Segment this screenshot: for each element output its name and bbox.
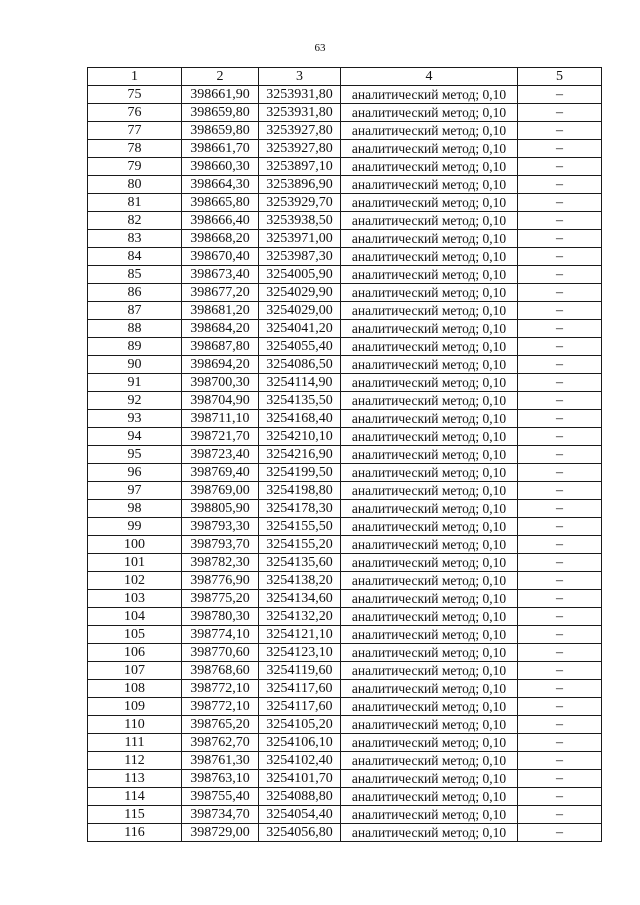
x-coordinate-cell: 398659,80: [182, 122, 259, 140]
point-number-cell: 114: [88, 788, 182, 806]
table-row: [88, 464, 602, 482]
page-number: 63: [314, 42, 326, 54]
table-row: [88, 752, 602, 770]
y-coordinate-cell: 3254121,10: [259, 626, 341, 644]
y-coordinate-cell: 3253931,80: [259, 86, 341, 104]
y-coordinate-cell: 3254114,90: [259, 374, 341, 392]
x-coordinate-cell: 398793,30: [182, 518, 259, 536]
y-coordinate-cell: 3254216,90: [259, 446, 341, 464]
method-accuracy-cell: аналитический метод; 0,10: [341, 374, 518, 392]
y-coordinate-cell: 3254005,90: [259, 266, 341, 284]
table-row: [88, 374, 602, 392]
note-cell: –: [518, 626, 602, 644]
point-number-cell: 78: [88, 140, 182, 158]
y-coordinate-cell: 3254029,90: [259, 284, 341, 302]
note-cell: –: [518, 824, 602, 842]
point-number-cell: 87: [88, 302, 182, 320]
x-coordinate-cell: 398762,70: [182, 734, 259, 752]
method-accuracy-cell: аналитический метод; 0,10: [341, 356, 518, 374]
method-accuracy-cell: аналитический метод; 0,10: [341, 590, 518, 608]
point-number-cell: 111: [88, 734, 182, 752]
column-header-1: 1: [88, 68, 182, 86]
note-cell: –: [518, 518, 602, 536]
point-number-cell: 106: [88, 644, 182, 662]
note-cell: –: [518, 284, 602, 302]
method-accuracy-cell: аналитический метод; 0,10: [341, 752, 518, 770]
point-number-cell: 104: [88, 608, 182, 626]
point-number-cell: 100: [88, 536, 182, 554]
x-coordinate-cell: 398776,90: [182, 572, 259, 590]
table-row: [88, 248, 602, 266]
note-cell: –: [518, 590, 602, 608]
x-coordinate-cell: 398700,30: [182, 374, 259, 392]
y-coordinate-cell: 3254155,20: [259, 536, 341, 554]
method-accuracy-cell: аналитический метод; 0,10: [341, 212, 518, 230]
table-row: [88, 140, 602, 158]
note-cell: –: [518, 320, 602, 338]
point-number-cell: 103: [88, 590, 182, 608]
method-accuracy-cell: аналитический метод; 0,10: [341, 788, 518, 806]
x-coordinate-cell: 398769,40: [182, 464, 259, 482]
table-row: [88, 428, 602, 446]
y-coordinate-cell: 3254198,80: [259, 482, 341, 500]
point-number-cell: 84: [88, 248, 182, 266]
point-number-cell: 109: [88, 698, 182, 716]
point-number-cell: 77: [88, 122, 182, 140]
method-accuracy-cell: аналитический метод; 0,10: [341, 230, 518, 248]
point-number-cell: 85: [88, 266, 182, 284]
note-cell: –: [518, 158, 602, 176]
table-row: [88, 626, 602, 644]
note-cell: –: [518, 752, 602, 770]
y-coordinate-cell: 3254029,00: [259, 302, 341, 320]
table-row: [88, 122, 602, 140]
x-coordinate-cell: 398761,30: [182, 752, 259, 770]
y-coordinate-cell: 3254102,40: [259, 752, 341, 770]
table-row: [88, 680, 602, 698]
point-number-cell: 81: [88, 194, 182, 212]
method-accuracy-cell: аналитический метод; 0,10: [341, 428, 518, 446]
method-accuracy-cell: аналитический метод; 0,10: [341, 410, 518, 428]
point-number-cell: 80: [88, 176, 182, 194]
x-coordinate-cell: 398772,10: [182, 698, 259, 716]
y-coordinate-cell: 3254210,10: [259, 428, 341, 446]
table-row: [88, 824, 602, 842]
point-number-cell: 102: [88, 572, 182, 590]
note-cell: –: [518, 428, 602, 446]
table-row: [88, 518, 602, 536]
x-coordinate-cell: 398660,30: [182, 158, 259, 176]
table-row: [88, 536, 602, 554]
note-cell: –: [518, 806, 602, 824]
note-cell: –: [518, 608, 602, 626]
table-row: [88, 482, 602, 500]
y-coordinate-cell: 3254105,20: [259, 716, 341, 734]
point-number-cell: 95: [88, 446, 182, 464]
point-number-cell: 105: [88, 626, 182, 644]
note-cell: –: [518, 554, 602, 572]
y-coordinate-cell: 3254041,20: [259, 320, 341, 338]
table-body: [88, 68, 602, 842]
method-accuracy-cell: аналитический метод; 0,10: [341, 194, 518, 212]
table-row: [88, 212, 602, 230]
table-row: [88, 284, 602, 302]
x-coordinate-cell: 398681,20: [182, 302, 259, 320]
y-coordinate-cell: 3254135,50: [259, 392, 341, 410]
method-accuracy-cell: аналитический метод; 0,10: [341, 734, 518, 752]
note-cell: –: [518, 482, 602, 500]
point-number-cell: 110: [88, 716, 182, 734]
y-coordinate-cell: 3254106,10: [259, 734, 341, 752]
note-cell: –: [518, 230, 602, 248]
y-coordinate-cell: 3254134,60: [259, 590, 341, 608]
method-accuracy-cell: аналитический метод; 0,10: [341, 500, 518, 518]
point-number-cell: 113: [88, 770, 182, 788]
note-cell: –: [518, 500, 602, 518]
y-coordinate-cell: 3253929,70: [259, 194, 341, 212]
y-coordinate-cell: 3254132,20: [259, 608, 341, 626]
method-accuracy-cell: аналитический метод; 0,10: [341, 284, 518, 302]
x-coordinate-cell: 398668,20: [182, 230, 259, 248]
note-cell: –: [518, 446, 602, 464]
y-coordinate-cell: 3253987,30: [259, 248, 341, 266]
x-coordinate-cell: 398723,40: [182, 446, 259, 464]
table-row: [88, 356, 602, 374]
note-cell: –: [518, 176, 602, 194]
table-row: [88, 176, 602, 194]
point-number-cell: 91: [88, 374, 182, 392]
y-coordinate-cell: 3254054,40: [259, 806, 341, 824]
y-coordinate-cell: 3253938,50: [259, 212, 341, 230]
method-accuracy-cell: аналитический метод; 0,10: [341, 770, 518, 788]
table-row: [88, 590, 602, 608]
note-cell: –: [518, 410, 602, 428]
note-cell: –: [518, 122, 602, 140]
method-accuracy-cell: аналитический метод; 0,10: [341, 158, 518, 176]
point-number-cell: 98: [88, 500, 182, 518]
x-coordinate-cell: 398721,70: [182, 428, 259, 446]
note-cell: –: [518, 212, 602, 230]
y-coordinate-cell: 3254119,60: [259, 662, 341, 680]
table-row: [88, 410, 602, 428]
table-row: [88, 644, 602, 662]
x-coordinate-cell: 398782,30: [182, 554, 259, 572]
note-cell: –: [518, 536, 602, 554]
point-number-cell: 93: [88, 410, 182, 428]
point-number-cell: 108: [88, 680, 182, 698]
point-number-cell: 82: [88, 212, 182, 230]
y-coordinate-cell: 3254117,60: [259, 698, 341, 716]
method-accuracy-cell: аналитический метод; 0,10: [341, 716, 518, 734]
method-accuracy-cell: аналитический метод; 0,10: [341, 680, 518, 698]
x-coordinate-cell: 398677,20: [182, 284, 259, 302]
method-accuracy-cell: аналитический метод; 0,10: [341, 464, 518, 482]
table-row: [88, 734, 602, 752]
point-number-cell: 101: [88, 554, 182, 572]
point-number-cell: 90: [88, 356, 182, 374]
method-accuracy-cell: аналитический метод; 0,10: [341, 446, 518, 464]
table-row: [88, 698, 602, 716]
table-row: [88, 230, 602, 248]
method-accuracy-cell: аналитический метод; 0,10: [341, 608, 518, 626]
method-accuracy-cell: аналитический метод; 0,10: [341, 320, 518, 338]
point-number-cell: 88: [88, 320, 182, 338]
method-accuracy-cell: аналитический метод; 0,10: [341, 644, 518, 662]
table-row: [88, 572, 602, 590]
column-header-5: 5: [518, 68, 602, 86]
y-coordinate-cell: 3254055,40: [259, 338, 341, 356]
point-number-cell: 89: [88, 338, 182, 356]
x-coordinate-cell: 398711,10: [182, 410, 259, 428]
x-coordinate-cell: 398729,00: [182, 824, 259, 842]
method-accuracy-cell: аналитический метод; 0,10: [341, 698, 518, 716]
note-cell: –: [518, 266, 602, 284]
x-coordinate-cell: 398780,30: [182, 608, 259, 626]
point-number-cell: 94: [88, 428, 182, 446]
y-coordinate-cell: 3254199,50: [259, 464, 341, 482]
note-cell: –: [518, 698, 602, 716]
note-cell: –: [518, 572, 602, 590]
x-coordinate-cell: 398665,80: [182, 194, 259, 212]
note-cell: –: [518, 104, 602, 122]
note-cell: –: [518, 716, 602, 734]
x-coordinate-cell: 398793,70: [182, 536, 259, 554]
x-coordinate-cell: 398774,10: [182, 626, 259, 644]
point-number-cell: 116: [88, 824, 182, 842]
point-number-cell: 99: [88, 518, 182, 536]
x-coordinate-cell: 398673,40: [182, 266, 259, 284]
table-row: [88, 446, 602, 464]
table-row: [88, 788, 602, 806]
x-coordinate-cell: 398775,20: [182, 590, 259, 608]
method-accuracy-cell: аналитический метод; 0,10: [341, 392, 518, 410]
note-cell: –: [518, 302, 602, 320]
x-coordinate-cell: 398661,90: [182, 86, 259, 104]
method-accuracy-cell: аналитический метод; 0,10: [341, 176, 518, 194]
y-coordinate-cell: 3253927,80: [259, 140, 341, 158]
x-coordinate-cell: 398664,30: [182, 176, 259, 194]
point-number-cell: 115: [88, 806, 182, 824]
y-coordinate-cell: 3254135,60: [259, 554, 341, 572]
table-row: [88, 608, 602, 626]
note-cell: –: [518, 338, 602, 356]
y-coordinate-cell: 3253896,90: [259, 176, 341, 194]
note-cell: –: [518, 788, 602, 806]
method-accuracy-cell: аналитический метод; 0,10: [341, 104, 518, 122]
table-row: [88, 806, 602, 824]
x-coordinate-cell: 398734,70: [182, 806, 259, 824]
table-row: [88, 194, 602, 212]
y-coordinate-cell: 3254123,10: [259, 644, 341, 662]
table-row: [88, 554, 602, 572]
point-number-cell: 75: [88, 86, 182, 104]
method-accuracy-cell: аналитический метод; 0,10: [341, 824, 518, 842]
table-row: [88, 302, 602, 320]
y-coordinate-cell: 3254088,80: [259, 788, 341, 806]
x-coordinate-cell: 398763,10: [182, 770, 259, 788]
method-accuracy-cell: аналитический метод; 0,10: [341, 572, 518, 590]
column-header-4: 4: [341, 68, 518, 86]
x-coordinate-cell: 398770,60: [182, 644, 259, 662]
column-header-2: 2: [182, 68, 259, 86]
method-accuracy-cell: аналитический метод; 0,10: [341, 518, 518, 536]
table-row: [88, 500, 602, 518]
note-cell: –: [518, 248, 602, 266]
table-row: [88, 104, 602, 122]
x-coordinate-cell: 398769,00: [182, 482, 259, 500]
y-coordinate-cell: 3254178,30: [259, 500, 341, 518]
table-row: [88, 392, 602, 410]
y-coordinate-cell: 3253897,10: [259, 158, 341, 176]
note-cell: –: [518, 356, 602, 374]
table-row: [88, 320, 602, 338]
note-cell: –: [518, 374, 602, 392]
x-coordinate-cell: 398666,40: [182, 212, 259, 230]
y-coordinate-cell: 3254101,70: [259, 770, 341, 788]
method-accuracy-cell: аналитический метод; 0,10: [341, 86, 518, 104]
y-coordinate-cell: 3253931,80: [259, 104, 341, 122]
method-accuracy-cell: аналитический метод; 0,10: [341, 536, 518, 554]
note-cell: –: [518, 86, 602, 104]
y-coordinate-cell: 3254056,80: [259, 824, 341, 842]
table-row: [88, 86, 602, 104]
y-coordinate-cell: 3253971,00: [259, 230, 341, 248]
x-coordinate-cell: 398694,20: [182, 356, 259, 374]
x-coordinate-cell: 398805,90: [182, 500, 259, 518]
note-cell: –: [518, 194, 602, 212]
x-coordinate-cell: 398684,20: [182, 320, 259, 338]
point-number-cell: 79: [88, 158, 182, 176]
y-coordinate-cell: 3254168,40: [259, 410, 341, 428]
x-coordinate-cell: 398661,70: [182, 140, 259, 158]
x-coordinate-cell: 398765,20: [182, 716, 259, 734]
x-coordinate-cell: 398659,80: [182, 104, 259, 122]
point-number-cell: 107: [88, 662, 182, 680]
point-number-cell: 97: [88, 482, 182, 500]
x-coordinate-cell: 398704,90: [182, 392, 259, 410]
point-number-cell: 96: [88, 464, 182, 482]
note-cell: –: [518, 770, 602, 788]
method-accuracy-cell: аналитический метод; 0,10: [341, 248, 518, 266]
method-accuracy-cell: аналитический метод; 0,10: [341, 140, 518, 158]
point-number-cell: 86: [88, 284, 182, 302]
method-accuracy-cell: аналитический метод; 0,10: [341, 626, 518, 644]
point-number-cell: 112: [88, 752, 182, 770]
x-coordinate-cell: 398670,40: [182, 248, 259, 266]
x-coordinate-cell: 398755,40: [182, 788, 259, 806]
note-cell: –: [518, 680, 602, 698]
method-accuracy-cell: аналитический метод; 0,10: [341, 302, 518, 320]
y-coordinate-cell: 3254117,60: [259, 680, 341, 698]
note-cell: –: [518, 392, 602, 410]
x-coordinate-cell: 398772,10: [182, 680, 259, 698]
method-accuracy-cell: аналитический метод; 0,10: [341, 806, 518, 824]
column-header-3: 3: [259, 68, 341, 86]
point-number-cell: 92: [88, 392, 182, 410]
table-header-row: [88, 68, 602, 86]
x-coordinate-cell: 398768,60: [182, 662, 259, 680]
x-coordinate-cell: 398687,80: [182, 338, 259, 356]
note-cell: –: [518, 464, 602, 482]
method-accuracy-cell: аналитический метод; 0,10: [341, 662, 518, 680]
point-number-cell: 76: [88, 104, 182, 122]
y-coordinate-cell: 3254138,20: [259, 572, 341, 590]
method-accuracy-cell: аналитический метод; 0,10: [341, 482, 518, 500]
note-cell: –: [518, 734, 602, 752]
method-accuracy-cell: аналитический метод; 0,10: [341, 338, 518, 356]
note-cell: –: [518, 140, 602, 158]
method-accuracy-cell: аналитический метод; 0,10: [341, 122, 518, 140]
y-coordinate-cell: 3253927,80: [259, 122, 341, 140]
method-accuracy-cell: аналитический метод; 0,10: [341, 266, 518, 284]
point-number-cell: 83: [88, 230, 182, 248]
method-accuracy-cell: аналитический метод; 0,10: [341, 554, 518, 572]
table-row: [88, 716, 602, 734]
table-row: [88, 338, 602, 356]
table-row: [88, 662, 602, 680]
table-row: [88, 266, 602, 284]
table-row: [88, 158, 602, 176]
table-row: [88, 770, 602, 788]
note-cell: –: [518, 644, 602, 662]
y-coordinate-cell: 3254086,50: [259, 356, 341, 374]
y-coordinate-cell: 3254155,50: [259, 518, 341, 536]
note-cell: –: [518, 662, 602, 680]
coordinates-table: [87, 67, 602, 842]
